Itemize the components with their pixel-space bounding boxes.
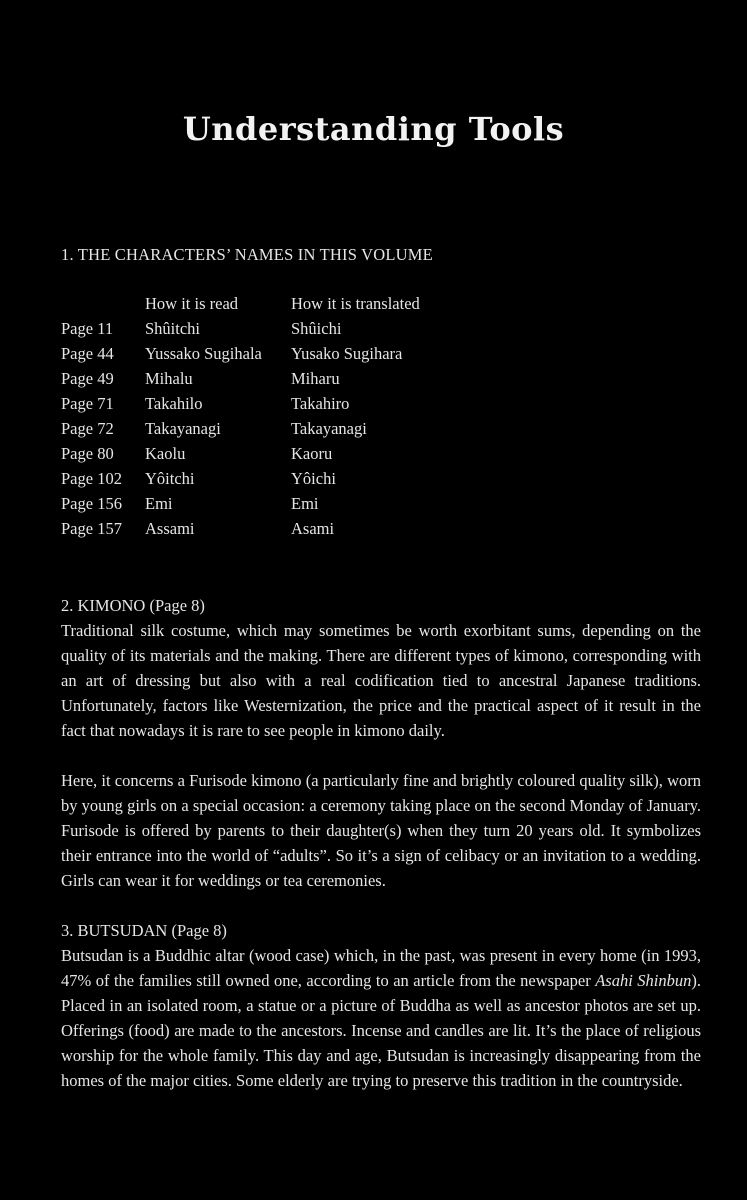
page-cell: Page 80 bbox=[61, 444, 114, 463]
translated-cell: Emi bbox=[291, 494, 319, 513]
names-table bbox=[61, 291, 491, 541]
table-row bbox=[61, 466, 491, 491]
names-heading-text: 1. THE CHARACTERS’ NAMES IN THIS VOLUME bbox=[61, 245, 433, 264]
read-cell: Yôitchi bbox=[145, 469, 195, 488]
names-section-heading bbox=[61, 242, 701, 267]
table-row bbox=[61, 366, 491, 391]
table-row bbox=[61, 491, 491, 516]
table-row bbox=[61, 416, 491, 441]
read-cell: Assami bbox=[145, 519, 195, 538]
page-cell: Page 49 bbox=[61, 369, 114, 388]
table-row bbox=[61, 516, 491, 541]
butsudan-text-before: Butsudan is a Buddhic altar (wood case) which, in the past, was present in every home (in 1993, 47% of the families still owned one, according to an article from the newspaper bbox=[61, 946, 701, 990]
read-cell: Yussako Sugihala bbox=[145, 344, 262, 363]
table-row bbox=[61, 316, 491, 341]
column-header-page bbox=[61, 291, 145, 316]
butsudan-paragraph bbox=[61, 943, 701, 1093]
page-cell: Page 102 bbox=[61, 469, 122, 488]
table-row bbox=[61, 441, 491, 466]
page-title: Understanding Tools bbox=[182, 110, 565, 148]
butsudan-text-after: ). Placed in an isolated room, a statue or a picture of Buddha as well as ancestor photos are set up. Offerings (food) are made to the ancestors. Incense and candles are lit. It’s the place of religious worship for the whole family. This day and age, Butsudan is increasingly disappearing from the homes of the major cities. Some elderly are trying to preserve this tradition in the countryside. bbox=[61, 971, 701, 1090]
newspaper-name: Asahi Shinbun bbox=[595, 971, 692, 990]
page-cell: Page 157 bbox=[61, 519, 122, 538]
translated-cell: Takayanagi bbox=[291, 419, 367, 438]
names-table-header-row bbox=[61, 291, 491, 316]
table-row bbox=[61, 341, 491, 366]
read-cell: Takahilo bbox=[145, 394, 203, 413]
page-cell: Page 72 bbox=[61, 419, 114, 438]
column-header-read: How it is read bbox=[145, 294, 239, 313]
page-cell: Page 156 bbox=[61, 494, 122, 513]
translated-cell: Takahiro bbox=[291, 394, 350, 413]
translated-cell: Miharu bbox=[291, 369, 340, 388]
translated-cell: Asami bbox=[291, 519, 335, 538]
kimono-paragraph-2: Here, it concerns a Furisode kimono (a particularly fine and brightly coloured quality silk), worn by young girls on a special occasion: a ceremony taking place on the second Monday of January. Furisode is offered by parents to their daughter(s) when they turn 20 years old. It symbolizes their entrance into the world of “adults”. So it’s a sign of celibacy or an invitation to a wedding. Girls can wear it for weddings or tea ceremonies. bbox=[61, 771, 701, 890]
read-cell: Emi bbox=[145, 494, 173, 513]
kimono-section bbox=[61, 593, 701, 893]
table-row bbox=[61, 391, 491, 416]
read-cell: Kaolu bbox=[145, 444, 186, 463]
names-table-body bbox=[61, 291, 491, 541]
page-cell: Page 71 bbox=[61, 394, 114, 413]
translated-cell: Yôichi bbox=[291, 469, 336, 488]
page-cell: Page 44 bbox=[61, 344, 114, 363]
page-cell: Page 11 bbox=[61, 319, 114, 338]
read-cell: Shûitchi bbox=[145, 319, 201, 338]
kimono-heading: 2. KIMONO (Page 8) bbox=[61, 596, 205, 615]
read-cell: Takayanagi bbox=[145, 419, 221, 438]
column-header-translated: How it is translated bbox=[291, 294, 420, 313]
translated-cell: Shûichi bbox=[291, 319, 342, 338]
kimono-paragraph-1: Traditional silk costume, which may sometimes be worth exorbitant sums, depending on the quality of its materials and the making. There are different types of kimono, corresponding with an art of dressing but also with a real codification tied to ancestral Japanese traditions. Unfortunately, factors like Westernization, the price and the practical aspect of it result in the fact that nowadays it is rare to see people in kimono daily. bbox=[61, 621, 701, 740]
translated-cell: Kaoru bbox=[291, 444, 333, 463]
butsudan-heading: 3. BUTSUDAN (Page 8) bbox=[61, 921, 227, 940]
translated-cell: Yusako Sugihara bbox=[291, 344, 403, 363]
butsudan-section bbox=[61, 918, 701, 1093]
read-cell: Mihalu bbox=[145, 369, 193, 388]
